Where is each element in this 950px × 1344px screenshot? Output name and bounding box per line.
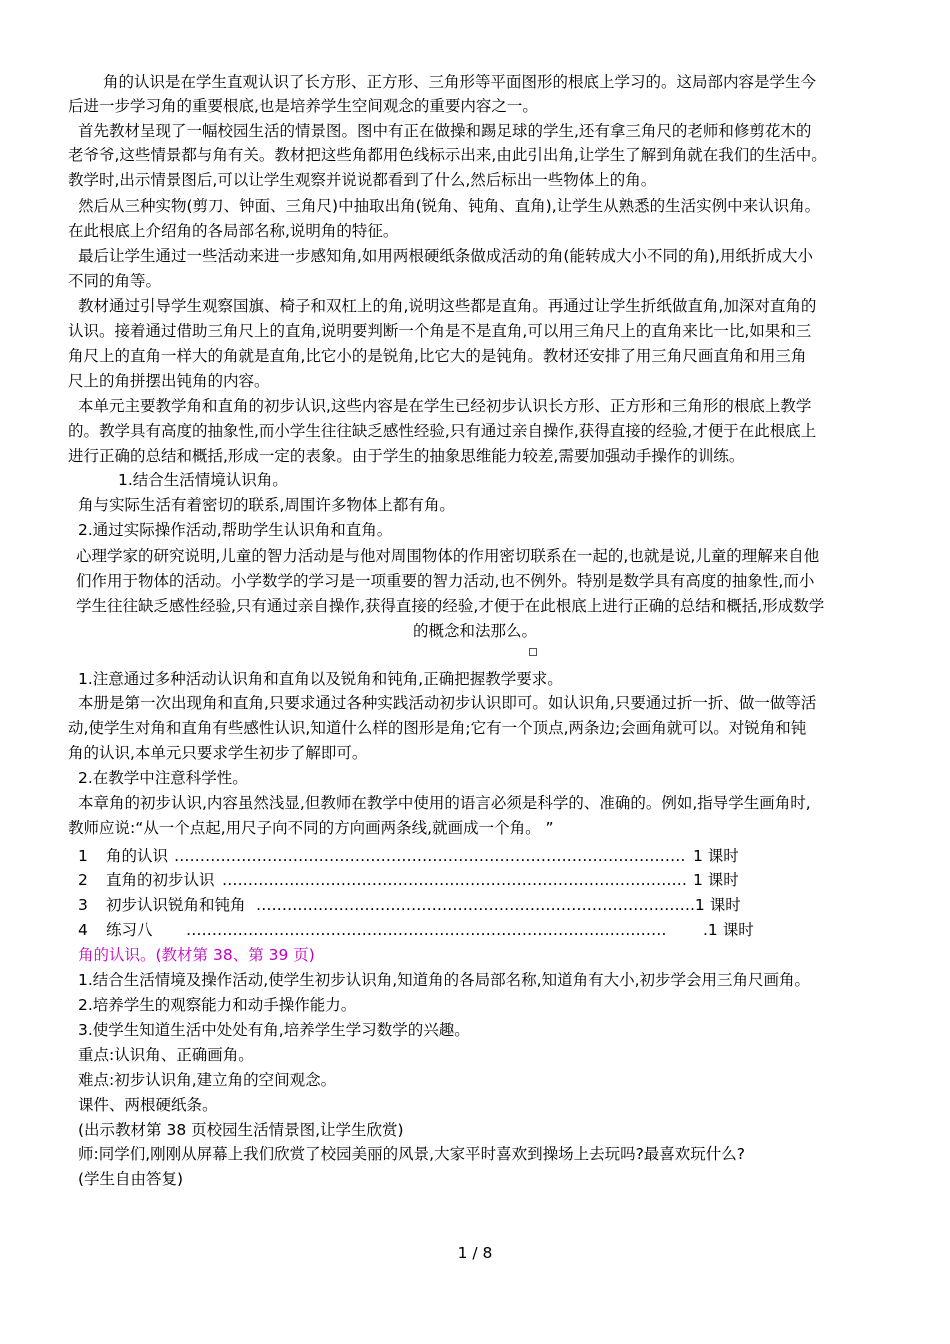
text-line: 角的认识,本单元只要求学生初步了解即可。	[68, 744, 368, 762]
text-line: 角的认识是在学生直观认识了长方形、正方形、三角形等平面图形的根底上学习的。这局部内容是学生今	[103, 73, 817, 91]
schedule-hours: .1 课时	[690, 896, 741, 914]
text-line: 尺上的角拼摆出钝角的内容。	[68, 372, 270, 390]
schedule-number: 2	[78, 871, 88, 889]
schedule-hours: 1 课时	[693, 871, 739, 889]
text-line: 角尺上的直角一样大的角就是直角,比它小的是锐角,比它大的是钝角。教材还安排了用三角尺画直角和用三角	[68, 347, 807, 365]
schedule-title: 角的认识	[106, 847, 169, 865]
text-line: (出示教材第 38 页校园生活情景图,让学生欣赏)	[78, 1121, 404, 1139]
text-line: 教材通过引导学生观察国旗、椅子和双杠上的角,说明这些都是直角。再通过让学生折纸做直角,加深对直角的	[78, 297, 817, 315]
schedule-title: 练习八	[106, 921, 153, 939]
text-line-centered: 的概念和法那么。	[412, 622, 537, 640]
text-line: 本册是第一次出现角和直角,只要求通过各种实践活动初步认识即可。如认识角,只要通过折一折、做一做等活	[78, 694, 817, 712]
text-line: 进行正确的总结和概括,形成一定的表象。由于学生的抽象思维能力较差,需要加强动手操作的训练。	[68, 447, 745, 465]
schedule-number: 4	[78, 921, 88, 939]
page-number: 1 / 8	[457, 1244, 493, 1262]
text-line: 角与实际生活有着密切的联系,周围许多物体上都有角。	[78, 496, 455, 514]
schedule-hours: 1 课时	[693, 847, 739, 865]
text-line: 课件、两根硬纸条。	[78, 1096, 218, 1114]
text-line: (学生自由答复)	[78, 1170, 184, 1188]
text-line: 师:同学们,刚刚从屏幕上我们欣赏了校园美丽的风景,大家平时喜欢到操场上去玩吗?最喜欢玩什么?	[78, 1145, 746, 1163]
text-line: 然后从三种实物(剪刀、钟面、三角尺)中抽取出角(锐角、钝角、直角),让学生从熟悉的生活实例中来认识角。	[78, 197, 821, 215]
text-line: 难点:初步认识角,建立角的空间观念。	[78, 1071, 337, 1089]
text-line: 首先教材呈现了一幅校园生活的情景图。图中有正在做操和踢足球的学生,还有拿三角尺的老师和修剪花木的	[78, 122, 812, 140]
schedule-hours: .1 课时	[703, 921, 754, 939]
text-line: 动,使学生对角和直角有些感性认识,知道什么样的图形是角;它有一个顶点,两条边;会画角就可以。对锐角和钝	[68, 719, 807, 737]
text-line: 2.在教学中注意科学性。	[78, 769, 248, 787]
schedule-leader: …………………………………………………………………………	[256, 896, 690, 914]
text-line: 在此根底上介绍角的各局部名称,说明角的特征。	[68, 222, 399, 240]
text-line: 教学时,出示情景图后,可以让学生观察并说说都看到了什么,然后标出一些物体上的角。	[68, 171, 657, 189]
text-line: 最后让学生通过一些活动来进一步感知角,如用两根硬纸条做成活动的角(能转成大小不同的角),用纸折成大小	[78, 247, 813, 265]
text-line: 2.培养学生的观察能力和动手操作能力。	[78, 996, 357, 1014]
text-line: 后进一步学习角的重要根底,也是培养学生空间观念的重要内容之一。	[68, 97, 538, 115]
text-line: 本章角的初步认识,内容虽然浅显,但教师在教学中使用的语言必须是科学的、准确的。例如,指导学生画角时,	[78, 794, 811, 812]
text-line: 3.使学生知道生活中处处有角,培养学生学习数学的兴趣。	[78, 1021, 470, 1039]
text-line: 学生往往缺乏感性经验,只有通过亲自操作,获得直接的经验,才便于在此根底上进行正确的总结和概括,形成数学	[76, 597, 825, 615]
text-line: 不同的角等。	[68, 272, 162, 290]
schedule-leader: ………………………………………………………………………………………	[174, 847, 686, 865]
schedule-leader: …………………………………………………………………………………	[186, 921, 667, 939]
text-line: 的。教学具有高度的抽象性,而小学生往往缺乏感性经验,只有通过亲自操作,获得直接的经验,才便于在此根底上	[68, 422, 817, 440]
text-line: 1.注意通过多种活动认识角和直角以及锐角和钝角,正确把握教学要求。	[78, 670, 563, 688]
text-line: 认识。接着通过借助三角尺上的直角,说明要判断一个角是不是直角,可以用三角尺上的直角来比一比,如果和三	[68, 322, 812, 340]
text-line: 教师应说:“从一个点起,用尺子向不同的方向画两条线,就画成一个角。 ”	[68, 819, 554, 837]
lesson-title: 角的认识。(教材第 38、第 39 页)	[78, 946, 315, 964]
text-line: 们作用于物体的活动。小学数学的学习是一项重要的智力活动,也不例外。特别是数学具有高度的抽象性,而小	[76, 572, 815, 590]
text-line: 1.结合生活情境及操作活动,使学生初步认识角,知道角的各局部名称,知道角有大小,初步学会用三角尺画角。	[78, 971, 810, 989]
schedule-number: 3	[78, 896, 88, 914]
text-line: 2.通过实际操作活动,帮助学生认识角和直角。	[78, 521, 393, 539]
anchor-marker-icon	[529, 648, 537, 656]
text-line: 重点:认识角、正确画角。	[78, 1046, 254, 1064]
schedule-leader: ………………………………………………………………………………	[222, 871, 687, 889]
text-line: 本单元主要教学角和直角的初步认识,这些内容是在学生已经初步认识长方形、正方形和三角形的根底上教学	[78, 397, 812, 415]
schedule-title: 直角的初步认识	[106, 871, 215, 889]
schedule-number: 1	[78, 847, 88, 865]
text-line: 老爷爷,这些情景都与角有关。教材把这些角都用色线标示出来,由此引出角,让学生了解到角就在我们的生活中。	[68, 146, 827, 164]
text-line: 1.结合生活情境认识角。	[118, 471, 288, 489]
text-line: 心理学家的研究说明,儿童的智力活动是与他对周围物体的作用密切联系在一起的,也就是说,儿童的理解来自他	[76, 547, 820, 565]
schedule-title: 初步认识锐角和钝角	[106, 896, 246, 914]
